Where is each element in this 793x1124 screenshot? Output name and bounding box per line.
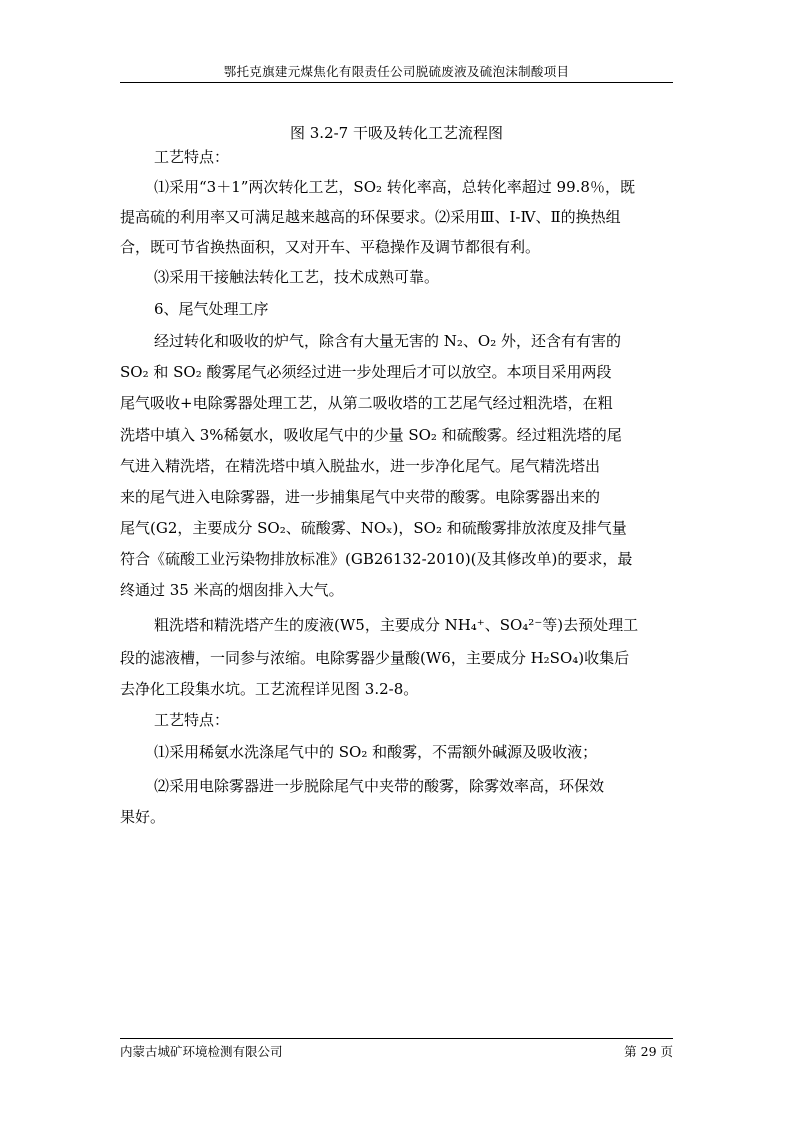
text-line: 去净化工段集水坑。工艺流程详见图 3.2-8。 [120,680,419,698]
header-rule [120,82,673,83]
text-line: 来的尾气进入电除雾器，进一步捕集尾气中夹带的酸雾。电除雾器出来的 [120,488,601,506]
page-number: 第 29 页 [624,1044,673,1059]
footer-company: 内蒙古城矿环境检测有限公司 [120,1044,283,1059]
text-line: 工艺特点： [154,711,230,729]
text-line: 果好。 [120,808,166,826]
text-line: 终通过 35 米高的烟囱排入大气。 [120,581,344,599]
text-line: ⑴采用稀氨水洗涤尾气中的 SO₂ 和酸雾，不需额外碱源及吸收液； [154,743,598,761]
text-line: ⑶采用干接触法转化工艺，技术成熟可靠。 [154,268,440,286]
text-line: 经过转化和吸收的炉气，除含有大量无害的 N₂、O₂ 外，还含有有害的 [154,332,621,350]
text-line: 粗洗塔和精洗塔产生的废液(W5，主要成分 NH₄⁺、SO₄²⁻等)去预处理工 [154,616,639,634]
text-line: SO₂ 和 SO₂ 酸雾尾气必须经过进一步处理后才可以放空。本项目采用两段 [120,363,612,381]
text-line: ⑵采用电除雾器进一步脱除尾气中夹带的酸雾，除雾效率高，环保效 [154,777,605,795]
text-line: 合，既可节省换热面积，又对开车、平稳操作及调节都很有利。 [120,238,541,256]
figure-caption: 图 3.2-7 干吸及转化工艺流程图 [289,124,503,142]
text-line: 符合《硫酸工业污染物排放标准》(GB26132-2010)(及其修改单)的要求，最 [120,550,633,568]
text-line: 工艺特点： [154,148,230,166]
text-line: 段的滤液槽，一同参与浓缩。电除雾器少量酸(W6，主要成分 H₂SO₄)收集后 [120,649,630,667]
text-line: 提高硫的利用率又可满足越来越高的环保要求。⑵采用Ⅲ、Ⅰ-Ⅳ、Ⅱ的换热组 [120,208,621,226]
text-line: ⑴采用“3＋1”两次转化工艺，SO₂ 转化率高，总转化率超过 99.8％，既 [154,178,635,196]
text-line: 气进入精洗塔，在精洗塔中填入脱盐水，进一步净化尾气。尾气精洗塔出 [120,457,601,475]
footer-rule [120,1038,673,1039]
text-line: 尾气(G2，主要成分 SO₂、硫酸雾、NOₓ)，SO₂ 和硫酸雾排放浓度及排气量 [120,519,627,537]
text-line: 尾气吸收+电除雾器处理工艺，从第二吸收塔的工艺尾气经过粗洗塔，在粗 [120,394,613,412]
section-heading: 6、尾气处理工序 [154,300,269,318]
text-line: 洗塔中填入 3%稀氨水，吸收尾气中的少量 SO₂ 和硫酸雾。经过粗洗塔的尾 [120,426,622,444]
page-header: 鄂托克旗建元煤焦化有限责任公司脱硫废液及硫泡沫制酸项目 [223,64,570,79]
